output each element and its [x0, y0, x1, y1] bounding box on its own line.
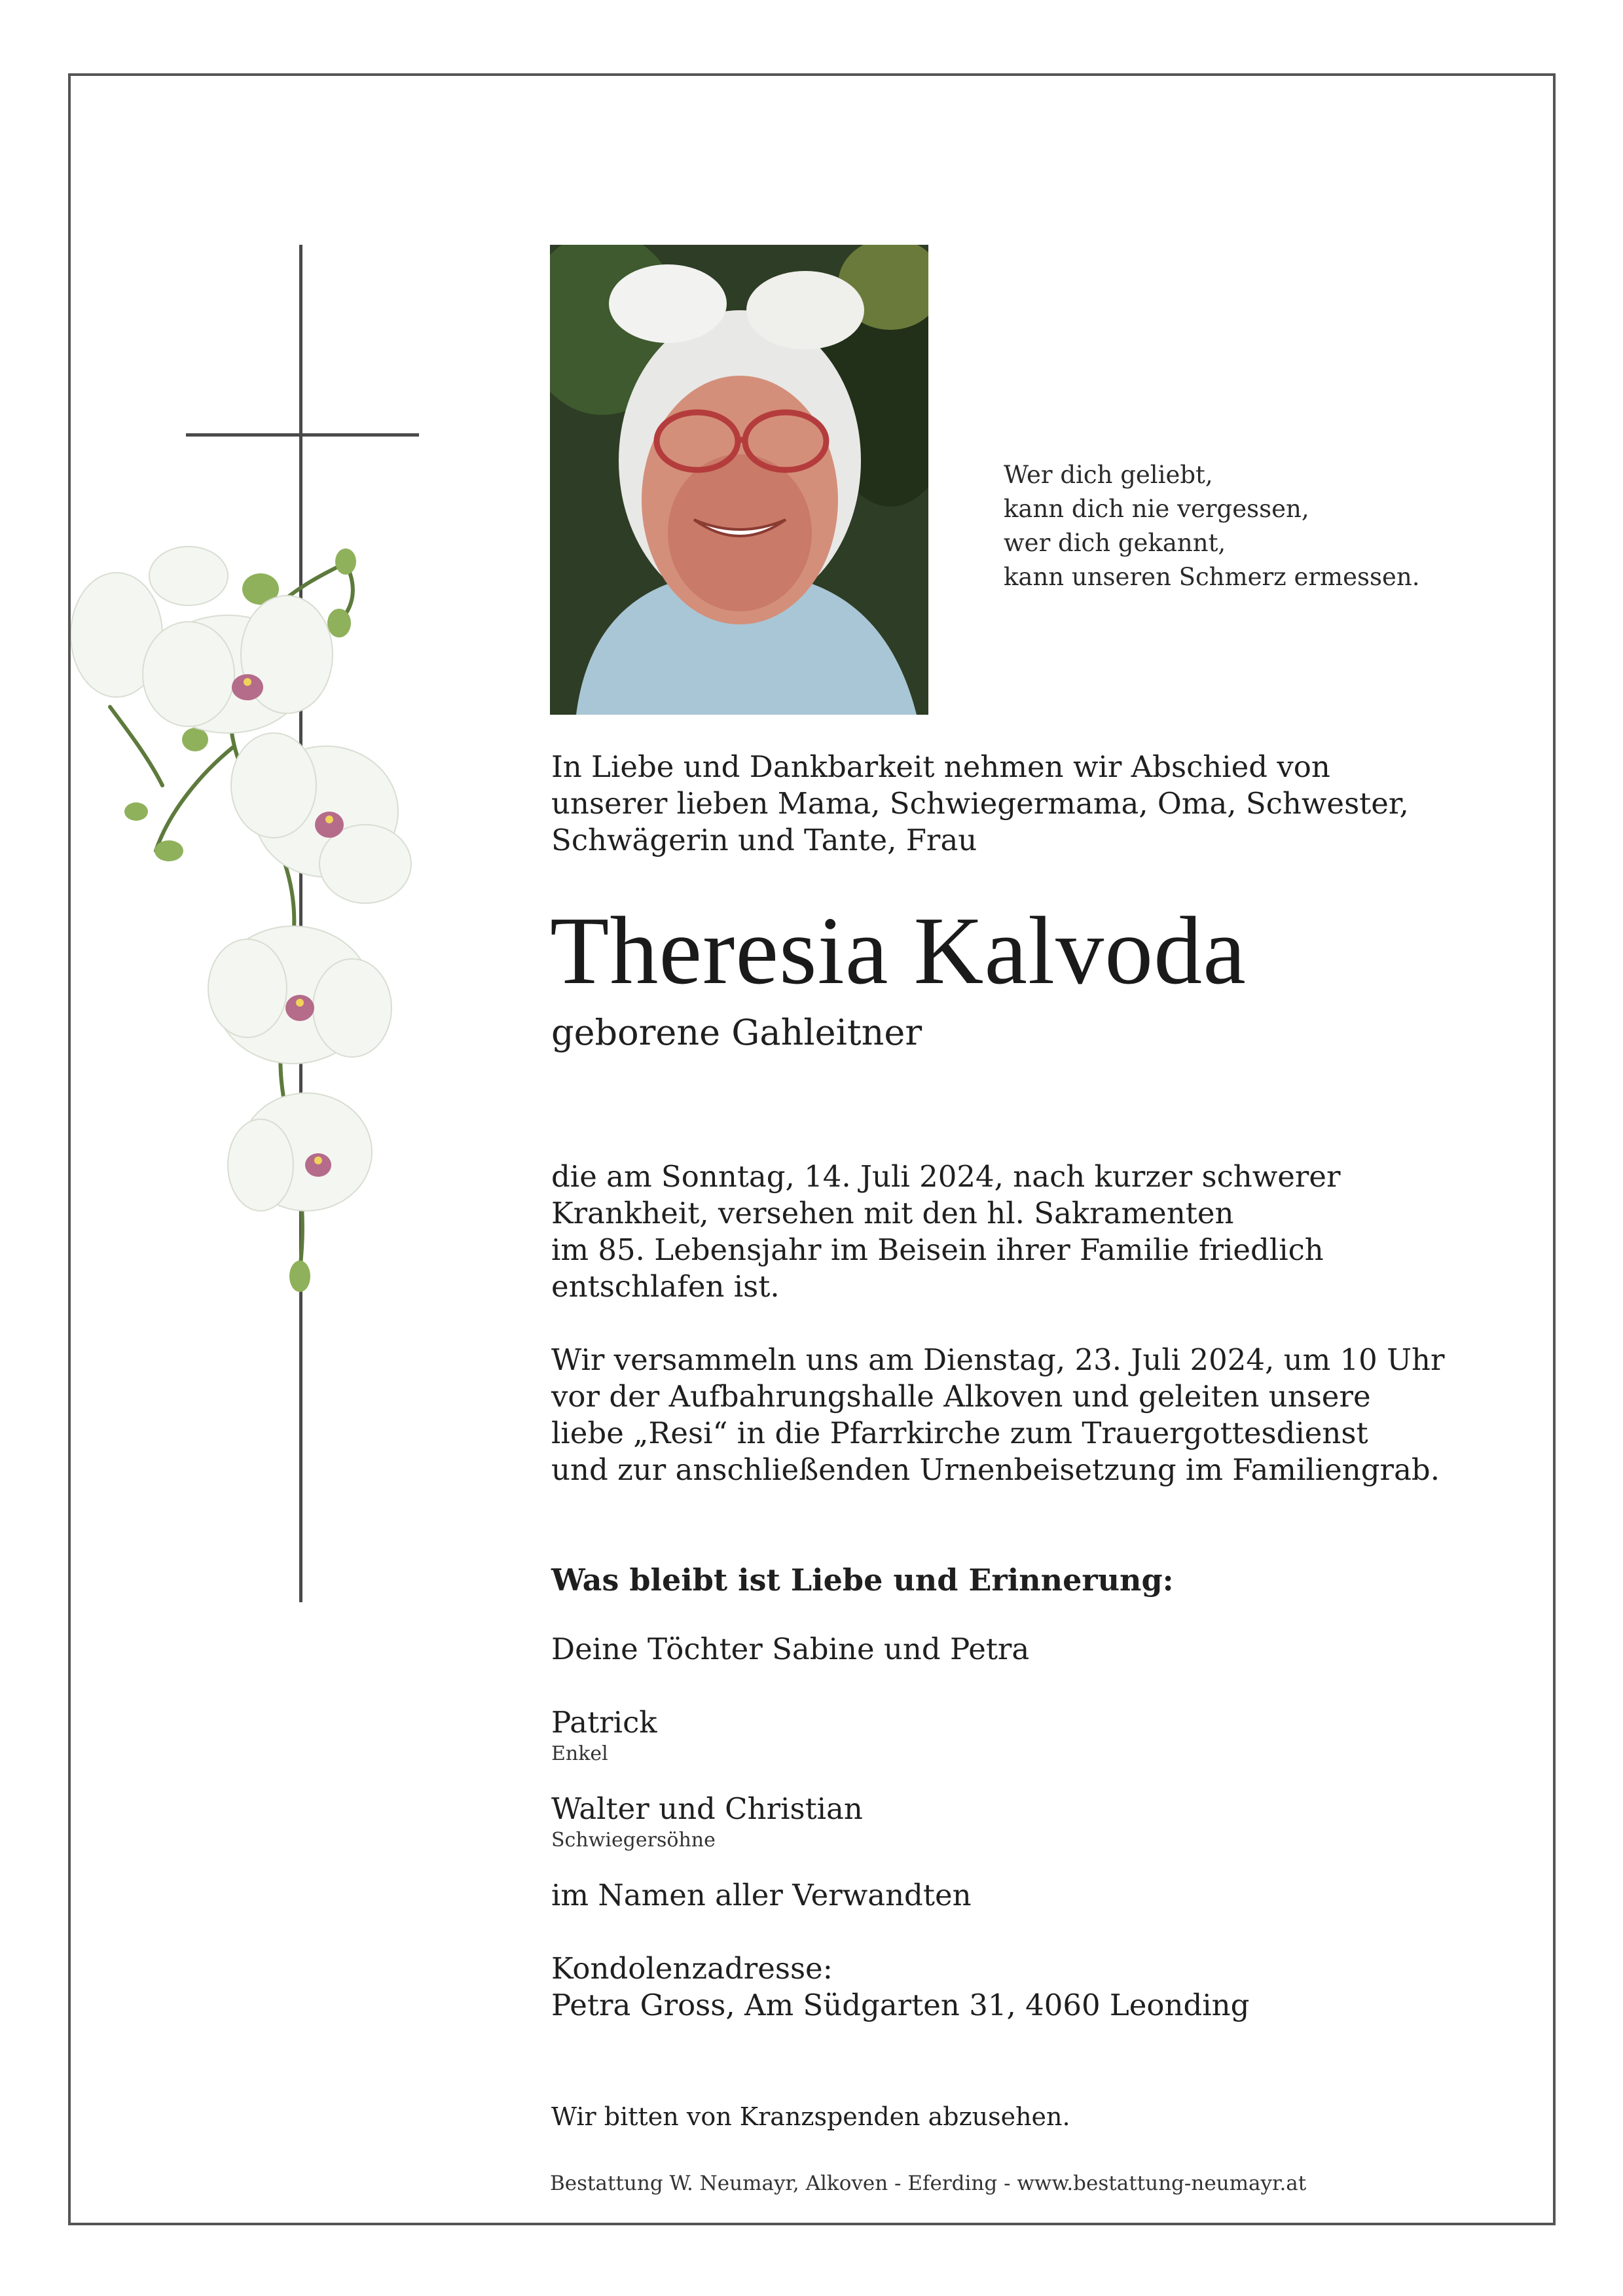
- remembrance-heading: Was bleibt ist Liebe und Erinnerung:: [551, 1562, 1174, 1598]
- mourners-daughters: Deine Töchter Sabine und Petra: [551, 1632, 1030, 1666]
- cross-horizontal-bar: [186, 433, 419, 437]
- service-line: und zur anschließenden Urnenbeisetzung im Familiengrab.: [551, 1452, 1440, 1487]
- portrait-photo-image: [550, 245, 928, 715]
- sons-in-law-role-label: Schwiegersöhne: [551, 1829, 716, 1852]
- memorial-poem: [1004, 458, 1419, 594]
- mourners-grandson: Patrick: [551, 1705, 657, 1740]
- death-notice: [551, 1158, 1341, 1305]
- condolence-address-line: Petra Gross, Am Südgarten 31, 4060 Leonding: [551, 1988, 1250, 2022]
- poem-line: kann unseren Schmerz ermessen.: [1004, 563, 1420, 591]
- funeral-home-footer: Bestattung W. Neumayr, Alkoven - Eferding - www.bestattung-neumayr.at: [550, 2172, 1307, 2195]
- deceased-name: Theresia Kalvoda: [550, 897, 1247, 1005]
- death-notice-line: im 85. Lebensjahr im Beisein ihrer Familie friedlich: [551, 1232, 1324, 1267]
- service-line: vor der Aufbahrungshalle Alkoven und geleiten unsere: [551, 1379, 1371, 1414]
- death-notice-line: die am Sonntag, 14. Juli 2024, nach kurzer schwerer: [551, 1159, 1341, 1194]
- condolence-address: [551, 1950, 1249, 2024]
- poem-line: Wer dich geliebt,: [1004, 461, 1213, 489]
- death-notice-line: entschlafen ist.: [551, 1269, 780, 1304]
- orchid-branch-illustration: [71, 537, 450, 1309]
- poem-line: kann dich nie vergessen,: [1004, 495, 1309, 523]
- mourners-sons-in-law: Walter und Christian: [551, 1791, 863, 1826]
- intro-line: Schwägerin und Tante, Frau: [551, 823, 977, 857]
- funeral-service-info: [551, 1342, 1445, 1488]
- mourners-relatives: im Namen aller Verwandten: [551, 1878, 972, 1912]
- service-line: Wir versammeln uns am Dienstag, 23. Juli 2024, um 10 Uhr: [551, 1342, 1445, 1377]
- death-notice-line: Krankheit, versehen mit den hl. Sakramenten: [551, 1196, 1234, 1230]
- portrait-photo: [550, 245, 928, 715]
- maiden-name: geborene Gahleitner: [551, 1012, 922, 1053]
- service-line: liebe „Resi“ in die Pfarrkirche zum Trauergottesdienst: [551, 1416, 1368, 1450]
- intro-line: unserer lieben Mama, Schwiegermama, Oma, Schwester,: [551, 786, 1409, 821]
- poem-line: wer dich gekannt,: [1004, 529, 1226, 557]
- grandson-role-label: Enkel: [551, 1742, 608, 1765]
- condolence-label: Kondolenzadresse:: [551, 1951, 833, 1986]
- wreath-donation-note: Wir bitten von Kranzspenden abzusehen.: [551, 2102, 1070, 2131]
- intro-line: In Liebe und Dankbarkeit nehmen wir Abschied von: [551, 749, 1330, 784]
- farewell-intro: [551, 749, 1409, 859]
